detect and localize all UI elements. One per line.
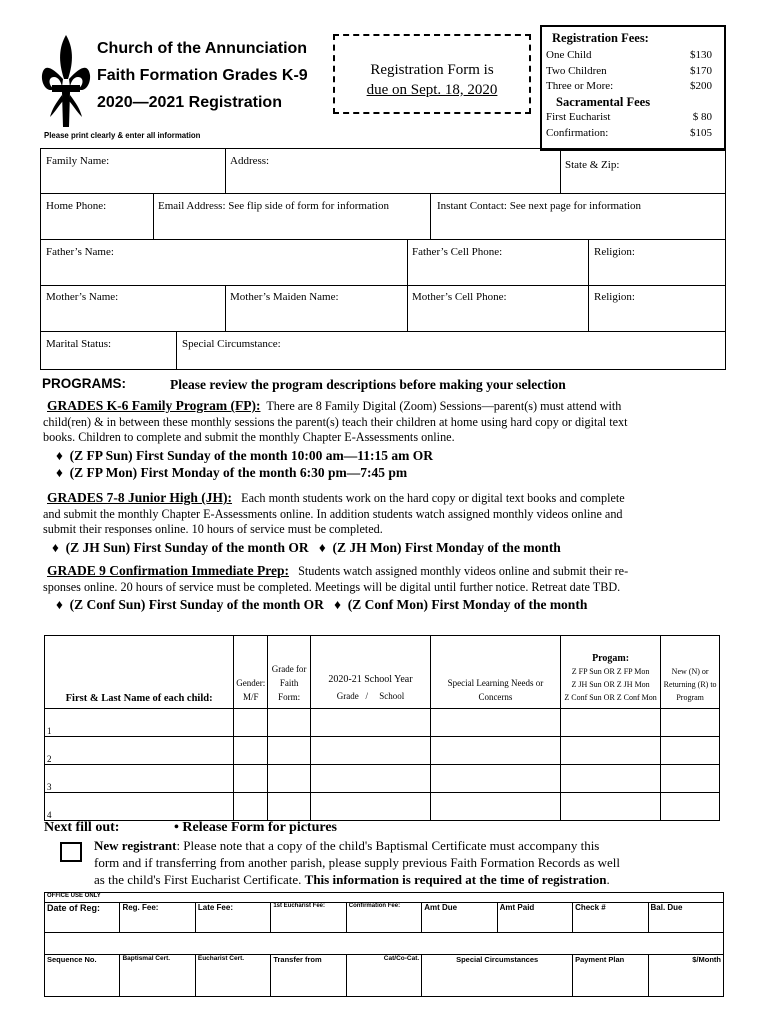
instructions: Please print clearly & enter all information — [44, 130, 201, 140]
father-cell-field[interactable]: Father’s Cell Phone: — [407, 239, 589, 286]
due-line1: Registration Form is — [370, 62, 494, 78]
table-row[interactable]: 3 — [45, 765, 720, 793]
col-grade: Grade for Faith Form: — [268, 636, 311, 709]
office-cell[interactable]: Reg. Fee: — [120, 903, 195, 933]
fees-title: Registration Fees: — [552, 31, 649, 45]
office-use-label: OFFICE USE ONLY — [45, 893, 724, 903]
office-cell[interactable]: Confirmation Fee: — [346, 903, 421, 933]
header-title-line2: Faith Formation Grades K-9 — [97, 67, 308, 84]
mother-maiden-field[interactable]: Mother’s Maiden Name: — [225, 285, 408, 332]
email-field[interactable]: Email Address: See flip side of form for information — [153, 193, 431, 240]
office-cell[interactable]: Payment Plan — [573, 955, 648, 997]
family-name-field[interactable]: Family Name: — [40, 148, 226, 194]
home-phone-field[interactable]: Home Phone: — [40, 193, 154, 240]
col-special-needs: Special Learning Needs or Concerns — [430, 636, 560, 709]
new-registrant-checkbox[interactable] — [60, 842, 82, 862]
marital-status-field[interactable]: Marital Status: — [40, 331, 177, 370]
instant-contact-field[interactable]: Instant Contact: See next page for information — [430, 193, 726, 240]
office-cell[interactable]: Amt Due — [422, 903, 497, 933]
office-use-table — [44, 892, 724, 997]
table-row[interactable]: 1 — [45, 709, 720, 737]
mother-religion-field[interactable]: Religion: — [588, 285, 726, 332]
office-row-2 — [45, 955, 724, 997]
col-school-year: 2020-21 School Year Grade / School — [310, 636, 430, 709]
office-cell[interactable]: Sequence No. — [45, 955, 120, 997]
conf-options: ♦ (Z Conf Sun) First Sunday of the month OR ♦ (Z Conf Mon) First Monday of the month — [56, 597, 588, 612]
special-circumstance-field[interactable]: Special Circumstance: — [176, 331, 726, 370]
sacramental-title: Sacramental Fees — [556, 94, 651, 109]
father-religion-field[interactable]: Religion: — [588, 239, 726, 286]
next-label: Next fill out: — [44, 820, 120, 835]
office-cell[interactable]: Transfer from — [271, 955, 346, 997]
due-date-text — [333, 60, 531, 100]
table-row[interactable]: 4 — [45, 793, 720, 821]
office-row-1 — [45, 903, 724, 933]
address-field[interactable]: Address: — [225, 148, 561, 194]
jh-title: GRADES 7-8 Junior High (JH): — [47, 490, 233, 505]
state-zip-field[interactable]: State & Zip: — [560, 148, 726, 194]
office-cell[interactable]: Baptismal Cert. — [120, 955, 195, 997]
k6-title: GRADES K-6 Family Program (FP): — [47, 398, 261, 413]
office-cell[interactable]: Date of Reg: — [45, 903, 120, 933]
jh-options: ♦ (Z JH Sun) First Sunday of the month OR ♦ (Z JH Mon) First Monday of the month — [52, 540, 561, 555]
header-title-line1: Church of the Annunciation — [97, 40, 308, 57]
col-new-returning: New (N) or Returning (R) to Program — [661, 636, 720, 709]
new-registrant-note: New registrant: Please note that a copy of the child's Baptismal Certificate must accompany this form and if transferring from another parish, please supply previous Faith Formation Records as well as the child's First Eucharist Certificate. This information is required at the time of registration. — [94, 838, 621, 887]
office-cell[interactable]: Check # — [573, 903, 648, 933]
fee-row: One Child $130 — [546, 49, 712, 61]
fee-row: Three or More: $200 — [546, 80, 712, 92]
k6-option-mon: ♦ (Z FP Mon) First Monday of the month 6:30 pm—7:45 pm — [56, 465, 408, 480]
programs-subheading: Please review the program descriptions before making your selection — [170, 377, 566, 392]
header-title — [97, 35, 308, 116]
office-cell[interactable]: $/Month — [648, 955, 724, 997]
office-cell[interactable]: Amt Paid — [497, 903, 572, 933]
k6-option-sun: ♦ (Z FP Sun) First Sunday of the month 10:00 am—11:15 am OR — [56, 448, 434, 463]
conf-title: GRADE 9 Confirmation Immediate Prep: — [47, 563, 289, 578]
mother-name-field[interactable]: Mother’s Name: — [40, 285, 226, 332]
father-name-field[interactable]: Father’s Name: — [40, 239, 408, 286]
jh-description: GRADES 7-8 Junior High (JH): Each month students work on the hard copy or digital text books and complete and submit the monthly Chapter E-Assessments online. In addition students watch assigned monthly videos online and submit their responses online. 10 hours of service must be completed. — [43, 490, 625, 536]
release-form-bullet: • Release Form for pictures — [174, 820, 338, 835]
conf-description: GRADE 9 Confirmation Immediate Prep: Students watch assigned monthly videos online and submit their re- sponses online. 20 hours of service must be completed. Meetings will be digital until further notice. Retreat date TBD. — [43, 563, 629, 594]
table-row[interactable]: 2 — [45, 737, 720, 765]
children-table — [44, 635, 720, 821]
col-name: First & Last Name of each child: — [45, 636, 234, 709]
children-table-header — [45, 636, 720, 709]
office-cell[interactable]: Bal. Due — [648, 903, 724, 933]
col-program: Progam: Z FP Sun OR Z FP Mon Z JH Sun OR Z JH Mon Z Conf Sun OR Z Conf Mon — [560, 636, 660, 709]
mother-cell-field[interactable]: Mother’s Cell Phone: — [407, 285, 589, 332]
fee-row: Confirmation: $105 — [546, 126, 712, 139]
fee-row: First Eucharist $ 80 — [546, 111, 712, 123]
fee-row: Two Children $170 — [546, 64, 712, 77]
office-cell[interactable]: Special Circumstances — [422, 955, 573, 997]
fleur-de-lis-logo — [40, 33, 92, 129]
office-cell[interactable]: Eucharist Cert. — [195, 955, 270, 997]
programs-heading: PROGRAMS: — [42, 376, 126, 391]
office-cell[interactable]: Late Fee: — [195, 903, 270, 933]
fees-list — [546, 48, 712, 141]
office-cell[interactable]: 1st Eucharist Fee: — [271, 903, 346, 933]
col-gender: Gender: M/F — [234, 636, 268, 709]
header-title-line3: 2020—2021 Registration — [97, 94, 282, 111]
k6-description: GRADES K-6 Family Program (FP): There are 8 Family Digital (Zoom) Sessions—parent(s) must attend with child(ren) & in between these monthly sessions the parent(s) teach their children at home using hard copy or digital text books. Children to complete and submit the monthly Chapter E-Assessments online. — [43, 398, 628, 444]
office-cell[interactable]: Cat/Co-Cat. — [346, 955, 421, 997]
due-line2: due on Sept. 18, 2020 — [366, 82, 498, 98]
